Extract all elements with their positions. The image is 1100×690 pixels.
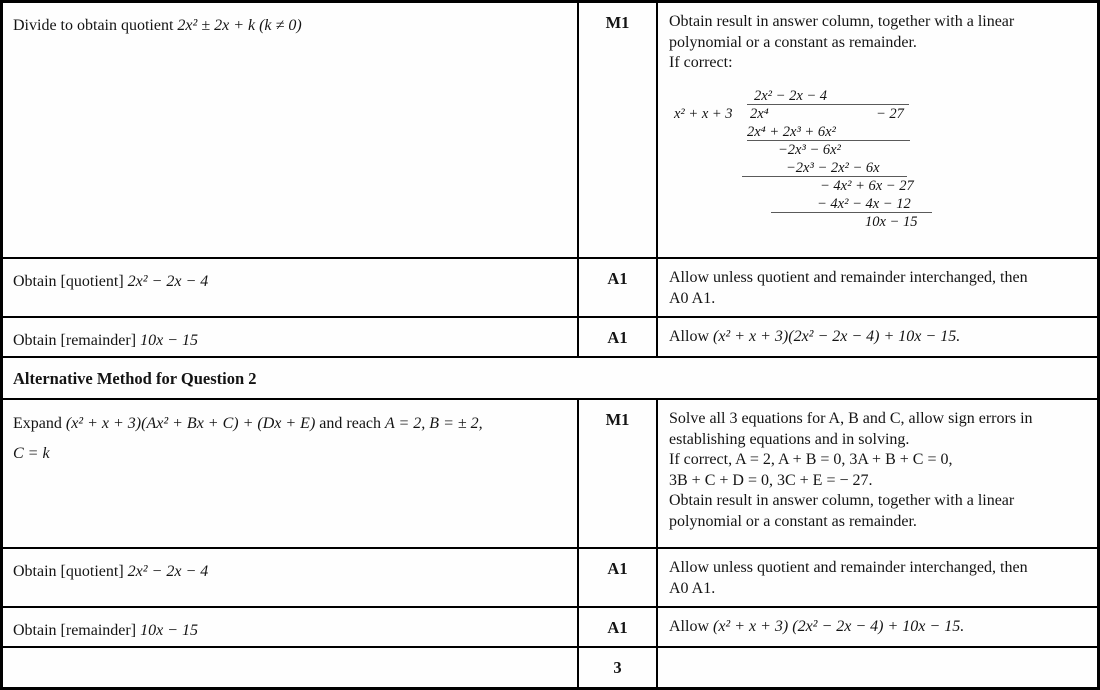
mark-label: A1	[607, 559, 628, 578]
guidance-math: (x² + x + 3) (2x² − 2x − 4) + 10x − 15.	[713, 618, 965, 635]
working-cell-quotient	[3, 259, 579, 318]
mark-cell-a1	[579, 608, 658, 648]
guidance-cell-quotient	[658, 549, 1097, 608]
working-label: Obtain [quotient]	[13, 273, 124, 290]
guidance-line: A0 A1.	[669, 289, 716, 307]
guidance-line: polynomial or a constant as remainder.	[669, 33, 917, 51]
guidance-line: If correct, A = 2, A + B = 0, 3A + B + C = 0,	[669, 451, 953, 468]
guidance-cell-remainder	[658, 318, 1097, 358]
guidance-cell-solve	[658, 400, 1097, 549]
division-difference-line-1: −2x³ − 6x²	[778, 142, 841, 158]
total-marks-cell	[579, 648, 658, 687]
guidance-line: polynomial or a constant as remainder.	[669, 512, 917, 530]
mark-label: A1	[607, 269, 628, 288]
guidance-cell-remainder	[658, 608, 1097, 648]
guidance-line: establishing equations and in solving.	[669, 430, 910, 448]
working-math: 10x − 15	[140, 332, 198, 349]
division-difference-line-2: − 4x² + 6x − 27	[820, 178, 914, 194]
guidance-line: Obtain result in answer column, together with a linear	[669, 13, 1015, 30]
working-label: Obtain [quotient]	[13, 563, 124, 580]
working-math: 2x² − 2x − 4	[127, 563, 209, 580]
mark-cell-a1	[579, 318, 658, 358]
working-math: (x² + x + 3)(Ax² + Bx + C) + (Dx + E)	[65, 415, 316, 432]
working-label: Expand	[13, 415, 62, 432]
guidance-line: Allow unless quotient and remainder interchanged, then	[669, 559, 1028, 576]
section-header-label: Alternative Method for Question 2	[13, 369, 257, 388]
working-label: Obtain [remainder]	[13, 332, 137, 349]
mark-cell-a1	[579, 259, 658, 318]
working-cell-divide	[3, 3, 579, 259]
section-header-alternative-method	[3, 358, 1097, 400]
mark-label: A1	[607, 618, 628, 637]
guidance-cell-empty	[658, 648, 1097, 687]
working-cell-quotient	[3, 549, 579, 608]
division-divisor: x² + x + 3	[674, 106, 733, 122]
mark-label: M1	[605, 410, 630, 429]
division-subtract-line-2: −2x³ − 2x² − 6x	[742, 159, 907, 177]
working-math: 2x² − 2x − 4	[127, 273, 209, 290]
working-cell-remainder	[3, 608, 579, 648]
guidance-cell-quotient	[658, 259, 1097, 318]
division-subtract-line-1: 2x⁴ + 2x³ + 6x²	[747, 123, 910, 141]
guidance-line: Obtain result in answer column, together with a linear	[669, 492, 1015, 509]
total-marks-label: 3	[613, 658, 622, 677]
working-label: Obtain [remainder]	[13, 622, 137, 639]
guidance-line: Solve all 3 equations for A, B and C, allow sign errors in	[669, 410, 1033, 427]
division-subtract-line-3: − 4x² − 4x − 12	[771, 195, 932, 213]
mark-cell-a1	[579, 549, 658, 608]
guidance-line: Allow unless quotient and remainder interchanged, then	[669, 269, 1028, 286]
guidance-line: A0 A1.	[669, 579, 716, 597]
division-dividend-tail: − 27	[876, 106, 904, 122]
working-label: and reach	[319, 415, 382, 432]
working-math: 10x − 15	[140, 622, 198, 639]
guidance-line: 3B + C + D = 0, 3C + E = − 27.	[669, 471, 873, 489]
division-quotient-line: 2x² − 2x − 4	[747, 87, 909, 105]
guidance-label: Allow	[669, 328, 709, 345]
division-dividend-line	[674, 105, 909, 123]
mark-label: A1	[607, 328, 628, 347]
working-math: A = 2, B = ± 2,	[385, 415, 483, 432]
mark-cell-m1	[579, 3, 658, 259]
working-cell-empty	[3, 648, 579, 687]
working-cell-expand	[3, 400, 579, 549]
guidance-line: If correct:	[669, 54, 733, 71]
mark-cell-m1	[579, 400, 658, 549]
working-label: Divide to obtain quotient	[13, 17, 174, 34]
working-math: 2x² ± 2x + k (k ≠ 0)	[177, 17, 302, 34]
guidance-cell-division	[658, 3, 1097, 259]
working-math: C = k	[13, 445, 50, 462]
division-remainder-line: 10x − 15	[865, 214, 918, 230]
long-division-diagram	[674, 87, 936, 237]
division-dividend: 2x⁴	[750, 106, 769, 122]
working-cell-remainder	[3, 318, 579, 358]
guidance-label: Allow	[669, 618, 709, 635]
mark-label: M1	[605, 13, 630, 32]
guidance-math: (x² + x + 3)(2x² − 2x − 4) + 10x − 15.	[713, 328, 961, 345]
